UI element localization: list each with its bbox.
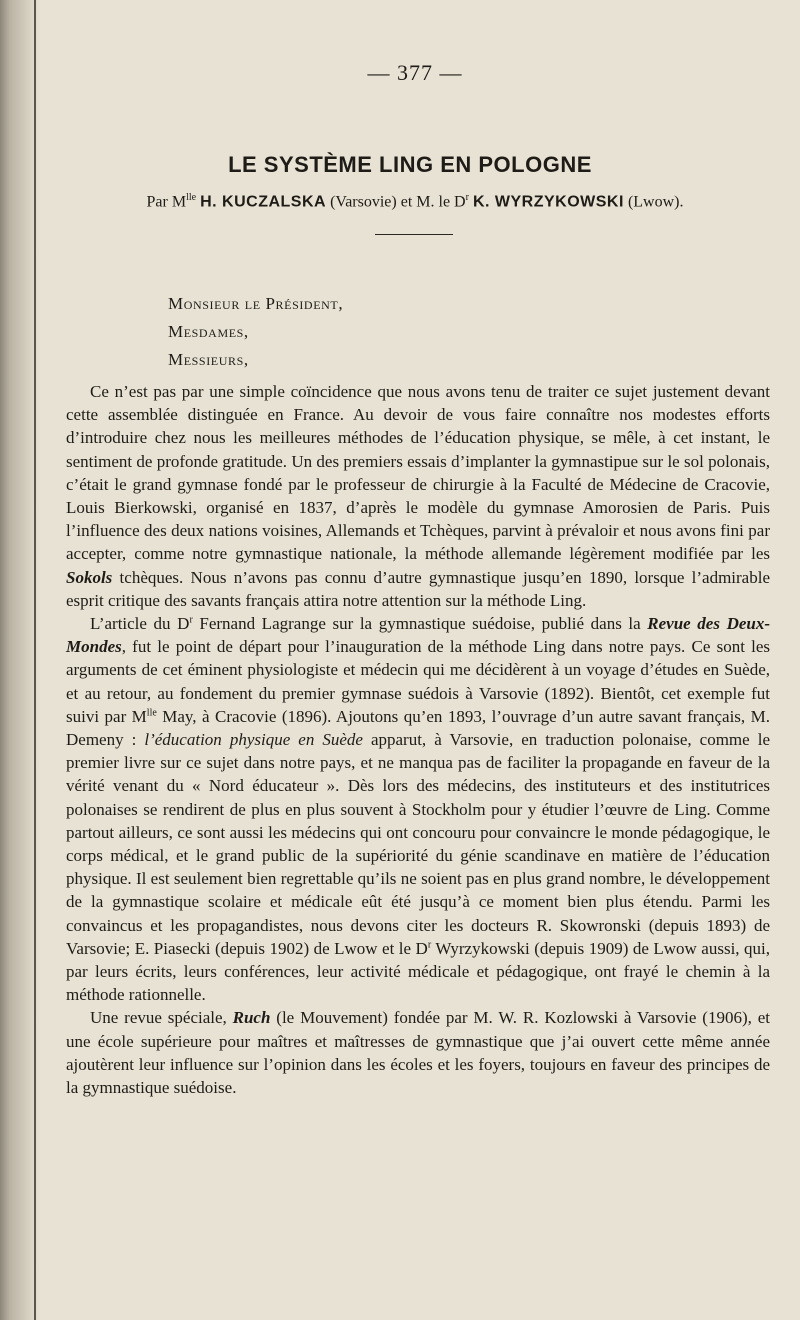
page-number: — 377 — — [367, 60, 463, 85]
paragraph-2-f: Wyrzykowski (depuis 1909) de Lwow aussi, qui, par leurs écrits, leurs conférences, leur activité médicale et pédagogique, ont frayé le chemin à la méthode rationnelle. — [66, 938, 771, 1005]
paragraph-2-sup: r — [189, 614, 193, 626]
paragraph-2 — [66, 612, 770, 1006]
revue-title: Revue des Deux-Mondes — [66, 614, 771, 657]
byline-par-sup: lle — [186, 192, 197, 203]
paragraph-2-sup2: lle — [146, 707, 157, 719]
paragraph-2-d: May, à Cracovie (1896). Ajoutons qu’en 1893, l’ouvrage d’un autre savant français, M. Demeny : — [66, 706, 770, 750]
sokols-emphasis: Sokols — [66, 567, 113, 587]
article-body — [66, 380, 770, 1099]
paragraph-3-a: Une revue spéciale, — [90, 1008, 233, 1028]
salutation-president: Monsieur le Président, — [168, 294, 344, 313]
salutation-mesdames: Mesdames, — [168, 322, 249, 341]
demeny-book-title: l’éducation physique en Suède — [144, 730, 363, 750]
salutation-messieurs: Messieurs, — [168, 350, 249, 369]
paragraph-1-text: Ce n’est pas par une simple coïncidence que nous avons tenu de traiter ce sujet justement devant cette assemblée distinguée en France. Au devoir de vous faire connaître nos modestes efforts d’introduire chez nous les meilleures méthodes de l’éducation physique, se mêle, à cet instant, le sentiment de profonde gratitude. Un des premiers essais d’implanter la gymnastipue sur le sol polonais, c’était le grand gymnase fondé par le professeur de chirurgie à la Faculté de Médecine de Cracovie, Louis Bierkowski, organisé en 1837, d’après le modèle du gymnase Amorosien de Paris. Puis l’influence des deux nations voisines, Allemands et Tchèques, parvint à prévaloir et nous avons fini par accepter, comme notre gymnastique nationale, la méthode allemande légèrement modifiée par les — [66, 382, 770, 564]
salutation-block — [168, 290, 343, 374]
author-2-place: (Lwow). — [627, 193, 684, 211]
article-title: LE SYSTÈME LING EN POLOGNE — [228, 152, 592, 177]
paragraph-3-b: (le Mouvement) fondée par M. W. R. Kozlowski à Varsovie (1906), et une école supérieure pour maîtres et maîtresses de gymnastique que j’ai ouvert cette même année ajoutèrent leur influence sur l’opinion dans les écoles et les foyers, toujours en faveur des principes de la gymnastique suédoise. — [66, 1008, 770, 1098]
author-2: K. WYRZYKOWSKI — [472, 193, 624, 211]
byline-par: Par M — [146, 193, 187, 211]
author-1: H. KUCZALSKA — [200, 193, 327, 211]
paragraph-2-a: L’article du D — [90, 614, 190, 634]
paragraph-2-b: Fernand Lagrange sur la gymnastique suédoise, publié dans la — [192, 614, 648, 634]
paragraph-2-sup3: r — [427, 939, 432, 951]
title-divider — [375, 234, 453, 235]
author-1-place: (Varsovie) et M. le D — [330, 193, 466, 211]
article-byline — [0, 192, 800, 211]
byline-dr-sup: r — [465, 192, 469, 203]
paragraph-1-end: tchèques. Nous n’avons pas connu d’autre gymnastique jusqu’en 1890, lorsque l’admirable esprit critique des savants français attira notre attention sur la méthode Ling. — [66, 567, 770, 610]
paragraph-1 — [66, 380, 770, 612]
paragraph-2-e: apparut, à Varsovie, en traduction polonaise, comme le premier livre sur ce sujet dans notre pays, et ne manqua pas de faciliter la propagande en faveur de la vérité venant du « Nord éducateur ». Dès lors des médecins, des instituteurs et des institutrices polonaises se rendirent de plus en plus souvent à Stockholm pour y étudier l’œuvre de Ling. Comme partout ailleurs, ce sont aussi les médecins qui ont concouru pour convaincre le monde pédagogique, le corps médical, et le grand public de la supériorité du génie scandinave en matière de l’éducation physique. Il est seulement bien regrettable qu’ils ne soient pas en plus grand nombre, le développement de la gymnastique scolaire et médicale eût été jusqu’à ce moment bien plus étendu. Parmi les convaincus et les propagandistes, nous devons citer les docteurs R. Skowronski (depuis 1893) de Varsovie; E. Piasecki (depuis 1902) de Lwow et le D — [66, 730, 770, 958]
paragraph-2-c: , fut le point de départ pour l’inauguration de la méthode Ling dans notre pays. Ce sont les arguments de cet éminent physiologiste et médecin qui me décidèrent à un voyage d’études en Suède, et au retour, au fondement du premier gymnase suédois à Varsovie (1892). Bientôt, cet exemple fut suivi par M — [66, 637, 770, 726]
ruch-title: Ruch — [232, 1008, 271, 1028]
paragraph-3 — [66, 1006, 770, 1099]
